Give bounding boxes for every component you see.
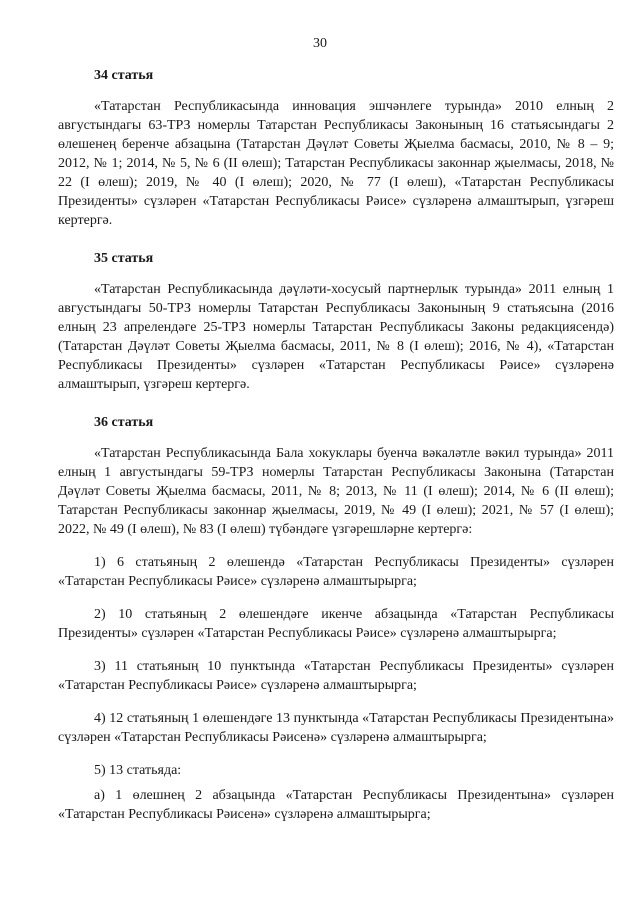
list-item: 2) 10 статьяның 2 өлешендәге икенче абзацында «Татарстан Республикасы Президенты» сүзләрен «Татарстан Республикасы Рәисе» сүзләренә алмаштырырга; <box>58 607 614 641</box>
article-heading: 34 статья <box>94 68 154 83</box>
list-item: 1) 6 статьяның 2 өлешендә «Татарстан Республикасы Президенты» сүзләрен «Татарстан Республикасы Рәисе» сүзләренә алмаштырырга; <box>58 555 614 589</box>
article-paragraph: «Татарстан Республикасында инновация эшчәнлеге турында» 2010 елның 2 августындагы 63-ТРЗ номерлы Татарстан Республикасы Законының 16 статьясындагы 2 өлешенең беренче абзацына (Татарстан Дәүләт Советы Җыелма басмасы, 2010, № 8 – 9; 2012, № 1; 2014, № 5, № 6 (II өлеш); Татарстан Республикасы законнар җыелмасы, 2018, № 22 (I өлеш); 2019, № 40 (I өлеш); 2020, № 77 (I өлеш), «Татарстан Республикасы Президенты» сүзләрен «Татарстан Республикасы Рәисе» сүзләренә алмаштырып, үзгәреш кертергә. <box>58 99 614 228</box>
list-subitem: а) 1 өлешнең 2 абзацында «Татарстан Республикасы Президентына» сүзләрен «Татарстан Республикасы Рәисенә» сүзләренә алмаштырырга; <box>58 788 614 822</box>
list-item: 5) 13 статьяда: <box>94 763 182 778</box>
article-heading: 35 статья <box>94 251 154 266</box>
article-paragraph: «Татарстан Республикасында дәүләти-хосусый партнерлык турында» 2011 елның 1 августындагы 50-ТРЗ номерлы Татарстан Республикасы Законының 9 статьясына (2016 елның 23 апрелендәге 25-ТРЗ номерлы Татарстан Республикасы Законы редакциясендә) (Татарстан Дәүләт Советы Җыелма басмасы, 2011, № 8 (I өлеш); 2016, № 4), «Татарстан Республикасы Президенты» сүзләрен «Татарстан Республикасы Рәисе» сүзләренә алмаштырып, үзгәреш кертергә. <box>58 282 614 392</box>
article-heading: 36 статья <box>94 415 154 430</box>
list-item: 3) 11 статьяның 10 пунктында «Татарстан Республикасы Президенты» сүзләрен «Татарстан Республикасы Рәисе» сүзләренә алмаштырырга; <box>58 659 614 693</box>
document-body <box>58 66 614 824</box>
article-paragraph: «Татарстан Республикасында Бала хокуклары буенча вәкаләтле вәкил турында» 2011 елның 1 августындагы 59-ТРЗ номерлы Татарстан Республикасы Законына (Татарстан Дәүләт Советы Җыелма басмасы, 2011, № 8; 2013, № 11 (I өлеш); 2014, № 6 (II өлеш); Татарстан Республикасы законнар җыелмасы, 2019, № 49 (I өлеш); 2021, № 57 (I өлеш); 2022, № 49 (I өлеш), № 83 (I өлеш) түбәндәге үзгәрешләрне кертергә: <box>58 446 614 537</box>
page-number: 30 <box>313 36 327 51</box>
list-item: 4) 12 статьяның 1 өлешендәге 13 пунктында «Татарстан Республикасы Президентына» сүзләрен «Татарстан Республикасы Рәисенә» сүзләренә алмаштырырга; <box>58 711 614 745</box>
